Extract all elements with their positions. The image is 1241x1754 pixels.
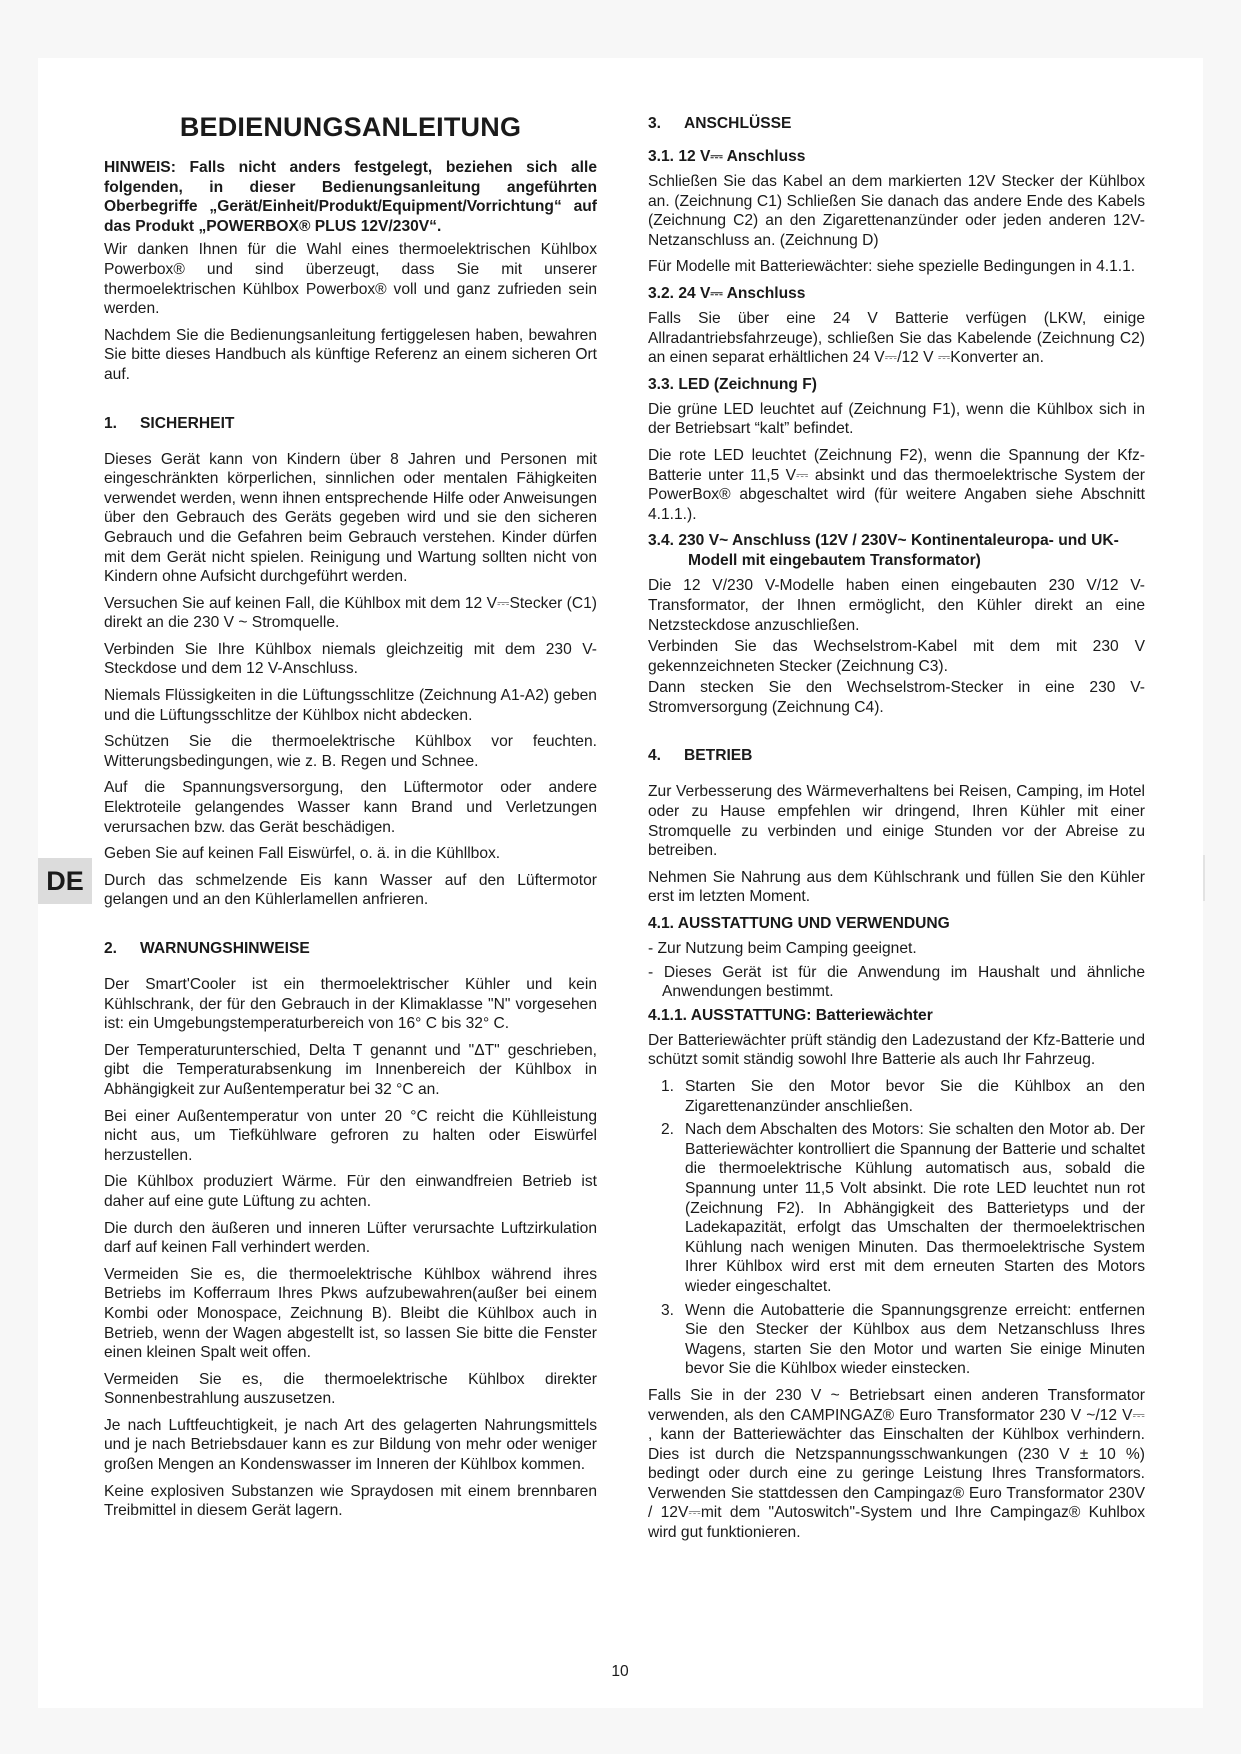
section-2-paragraph: Die durch den äußeren und inneren Lüfter verursachte Luftzirkulation darf auf keinen Fall verhindert werden. [104,1219,597,1257]
section-1-paragraph: Durch das schmelzende Eis kann Wasser auf den Lüftermotor gelangen und an den Kühlerlamellen anfrieren. [104,871,597,909]
section-4-heading [648,746,1145,766]
section-1-paragraph: Geben Sie auf keinen Fall Eiswürfel, o. ä. in die Kühllbox. [104,845,501,863]
section-3-heading [648,114,1145,134]
section-2-paragraph: Vermeiden Sie es, die thermoelektrische Kühlbox direkter Sonnenbestrahlung auszusetzen. [104,1370,597,1408]
step-text: Starten Sie den Motor bevor Sie die Kühlbox an den Zigarettenanzünder anschließen. [685,1078,1145,1115]
step-number: 3. [661,1301,675,1319]
section-2-paragraph: Vermeiden Sie es, die thermoelektrische Kühlbox während ihres Betriebs im Kofferraum Ihres Pkws aufzubewahren(außer bei einem Kombi oder Monospace, Zeichnung B). Bleibt die Kühlbox auch in Betrieb, wenn der Wagen abgestellt ist, so lassen Sie bitte die Fenster einen kleinen Spalt weit offen. [104,1265,597,1362]
subsection-3-1-paragraph: Für Modelle mit Batteriewächter: siehe spezielle Bedingungen in 4.1.1. [648,258,1136,276]
subsection-3-2-heading: 3.2. 24 V⎓ Anschluss [648,284,806,302]
subsection-3-1-heading: 3.1. 12 V⎓ Anschluss [648,148,806,165]
section-2-paragraph: Je nach Luftfeuchtigkeit, je nach Art des gelagerten Nahrungsmittels und je nach Betriebsdauer kann es zur Bildung von mehr oder weniger großen Mengen an Kondenswasser im Inneren der Kühlbox kommen. [104,1416,597,1474]
section-1-paragraph: Schützen Sie die thermoelektrische Kühlbox vor feuchten. Witterungsbedingungen, wie z. B. Regen und Schnee. [104,733,597,770]
section-title: ANSCHLÜSSE [684,115,792,132]
subsection-3-3-paragraph: Die grüne LED leuchtet auf (Zeichnung F1), wenn die Kühlbox sich in der Betriebsart “kalt” befindet. [648,400,1145,438]
section-title: WARNUNGSHINWEISE [140,940,310,957]
subsection-3-1-paragraph: Schließen Sie das Kabel an dem markierten 12V Stecker der Kühlbox an. (Zeichnung C1) Schließen Sie danach das andere Ende des Kabels (Zeichnung C2) an den Zigarettenanzünder oder jeden anderen 12V-Netzanschluss an. (Zeichnung D) [648,173,1145,249]
step-item [648,1120,1145,1296]
section-2-paragraph: Die Kühlbox produziert Wärme. Für den einwandfreien Betrieb ist daher auf eine gute Lüftung zu achten. [104,1173,597,1210]
step-list [648,1077,1145,1379]
subsection-3-3-heading: 3.3. LED (Zeichnung F) [648,375,817,393]
section-number: 4. [648,747,662,765]
subsection-4-1-heading: 4.1. AUSSTATTUNG UND VERWENDUNG [648,915,950,933]
section-2-paragraph: Der Smart'Cooler ist ein thermoelektrischer Kühler und kein Kühlschrank, der für den Gebrauch in der Klimaklasse "N" vorgesehen ist: ein Umgebungstemperaturbereich von 16° C bis 32° C. [104,976,597,1033]
section-4-paragraph: Nehmen Sie Nahrung aus dem Kühlschrank und füllen Sie den Kühler erst im letzten Moment. [648,868,1145,906]
section-number: 3. [648,115,662,132]
step-item [648,1301,1145,1379]
page-number: 10 [611,1663,629,1680]
section-1-heading [104,414,597,434]
section-1-paragraph: Dieses Gerät kann von Kindern über 8 Jahren und Personen mit eingeschränkten körperlichen, sinnlichen oder mentalen Fähigkeiten verwendet werden, wenn ihnen entsprechende Hilfe oder Anweisungen über den Gebrauch des Geräts gegeben wird und sie den sicheren Gebrauch und die Gefahren beim Gebrauch verstehen. Kinder dürfen mit dem Gerät nicht spielen. Reinigung und Wartung sollten nicht von Kindern ohne Aufsicht durchgeführt werden. [104,450,597,586]
section-2-paragraph: Der Temperaturunterschied, Delta T genannt und "ΔT" geschrieben, gibt die Temperaturabsenkung im Innenbereich der Kühlbox in Abhängigkeit zur Außentemperatur bei 32 °C an. [104,1041,597,1098]
subsection-3-3-paragraph: Die rote LED leuchtet (Zeichnung F2), wenn die Spannung der Kfz-Batterie unter 11,5 V⎓ absinkt und das thermoelektrische System der PowerBox® abgeschaltet wird (für weitere Angaben siehe Abschnitt 4.1.1.). [648,446,1145,523]
intro-paragraph: Wir danken Ihnen für die Wahl eines thermoelektrischen Kühlbox Powerbox® und sind überzeugt, dass Sie mit unserer thermoelektrischen Kühlbox Powerbox® voll und ganz zufrieden sein werden. [104,241,597,318]
section-1-paragraph: Niemals Flüssigkeiten in die Lüftungsschlitze (Zeichnung A1-A2) geben und die Lüftungsschlitze der Kühlbox nicht abdecken. [104,687,597,724]
section-4-paragraph: Zur Verbesserung des Wärmeverhaltens bei Reisen, Camping, im Hotel oder zu Hause empfehlen wir dringend, Ihren Kühler mit einer Stromquelle zu verbinden und einige Stunden vor der Abreise zu betreiben. [648,783,1145,860]
subsection-4-1-1-closing: Falls Sie in der 230 V ~ Betriebsart einen anderen Transformator verwenden, als den CAMPINGAZ® Euro Transformator 230 V ~/12 V⎓ , kann der Batteriewächter das Einschalten der Kühlbox verhindern. Dies ist durch die Netzspannungsschwankungen (230 V ± 10 %) bedingt oder durch eine zu geringe Leistung Ihres Transformators. Verwenden Sie stattdessen den Campingaz® Euro Transformator 230V / 12V⎓mit dem "Autoswitch"-System und Ihre Campingaz® Kuhlbox wird gut funktionieren. [648,1386,1145,1542]
section-number: 1. [104,414,118,432]
intro-note: HINWEIS: Falls nicht anders festgelegt, beziehen sich alle folgenden, in dieser Bedienungsanleitung angeführten Oberbegriffe „Gerät/Einheit/Produkt/Equipment/Vorrichtung“ auf das Produkt „POWERBOX® PLUS 12V/230V“. [104,159,597,235]
step-number: 1. [661,1078,675,1095]
subsection-4-1-1-intro: Der Batteriewächter prüft ständig den Ladezustand der Kfz-Batterie und schützt somit ständig sowohl Ihre Batterie als auch Ihr Fahrzeug. [648,1031,1145,1069]
step-number: 2. [661,1121,675,1139]
section-title: SICHERHEIT [140,414,235,432]
section-2-paragraph: Keine explosiven Substanzen wie Spraydosen mit einem brennbaren Treibmittel in diesem Gerät lagern. [104,1482,597,1520]
list-item: - Dieses Gerät ist für die Anwendung im Haushalt und ähnliche Anwendungen bestimmt. [648,963,1145,1001]
step-text: Nach dem Abschalten des Motors: Sie schalten den Motor ab. Der Batteriewächter kontrolliert die Spannung der Batterie und schaltet die thermoelektrische Kühlung automatisch aus, sobald die Spannung unter 11,5 Volt absinkt. Die rote LED leuchtet nun rot (Zeichnung F2). In Abhängigkeit des Batterietyps und der Ladekapazität, erfolgt das Umschalten der thermoelektrischen Kühlung nach wenigen Minuten. Das thermoelektrische System Ihrer Kühlbox wird erst mit dem erneuten Starten des Motors wieder eingeschaltet. [685,1121,1145,1295]
subsection-3-2-paragraph: Falls Sie über eine 24 V Batterie verfügen (LKW, einige Allradantriebsfahrzeuge), schließen Sie das Kabelende (Zeichnung C2) an einen separat erhältlichen 24 V⎓/12 V ⎓Konverter an. [648,309,1145,367]
subsection-3-4-paragraph: Verbinden Sie das Wechselstrom-Kabel mit dem mit 230 V gekennzeichneten Stecker (Zeichnung C3). [648,638,1145,675]
language-tab: DE [38,858,92,904]
step-text: Wenn die Autobatterie die Spannungsgrenze erreicht: entfernen Sie den Stecker der Kühlbox aus dem Netzanschluss Ihres Wagens, starten Sie den Motor und warten Sie einige Minuten bevor Sie die Kühlbox wieder einstecken. [685,1301,1145,1378]
right-column [648,114,1145,1550]
step-item [648,1077,1145,1116]
section-2-paragraph: Bei einer Außentemperatur von unter 20 °C reicht die Kühlleistung nicht aus, um Tiefkühlware gefroren zu halten oder Eiswürfel herzustellen. [104,1107,597,1164]
section-2-heading [104,939,597,959]
subsection-3-4-paragraph: Dann stecken Sie den Wechselstrom-Stecker in eine 230 V-Stromversorgung (Zeichnung C4). [648,679,1145,716]
section-1-paragraph: Verbinden Sie Ihre Kühlbox niemals gleichzeitig mit dem 230 V-Steckdose und dem 12 V-Anschluss. [104,640,597,678]
page-edge-mark [1203,855,1205,901]
list-item: - Zur Nutzung beim Camping geeignet. [648,940,917,958]
section-title: BETRIEB [684,747,753,765]
section-number: 2. [104,940,118,957]
section-1-paragraph: Versuchen Sie auf keinen Fall, die Kühlbox mit dem 12 V⎓Stecker (C1) direkt an die 230 V ~ Stromquelle. [104,594,597,632]
intro-paragraph: Nachdem Sie die Bedienungsanleitung fertiggelesen haben, bewahren Sie bitte dieses Handbuch als künftige Referenz an einem sicheren Ort auf. [104,326,597,383]
page-title: BEDIENUNGSANLEITUNG [179,112,522,142]
left-column [104,158,597,1528]
subsection-3-4-heading: 3.4. 230 V~ Anschluss (12V / 230V~ Kontinentaleuropa- und UK-Modell mit eingebautem Transformator) [648,532,1119,570]
subsection-3-4-paragraph: Die 12 V/230 V-Modelle haben einen eingebauten 230 V/12 V-Transformator, der Ihnen ermöglicht, den Kühler direkt an eine Netzsteckdose anzuschließen. [648,577,1145,634]
section-1-paragraph: Auf die Spannungsversorgung, den Lüftermotor oder andere Elektroteile gelangendes Wasser kann Brand und Verletzungen verursachen bzw. das Gerät beschädigen. [104,779,597,836]
subsection-4-1-1-heading: 4.1.1. AUSSTATTUNG: Batteriewächter [648,1006,933,1024]
